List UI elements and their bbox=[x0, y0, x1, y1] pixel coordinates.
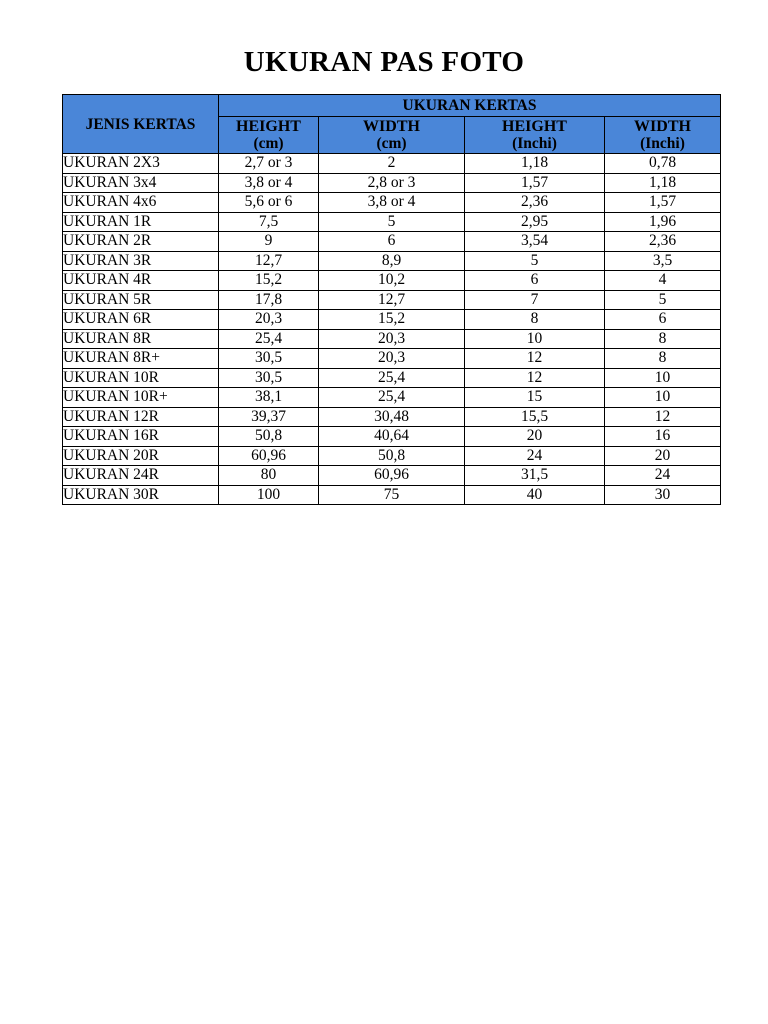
column-unit: (Inchi) bbox=[512, 135, 557, 152]
width-cm-cell: 10,2 bbox=[319, 271, 465, 291]
width-inch-cell: 16 bbox=[605, 427, 721, 447]
width-cm-cell: 40,64 bbox=[319, 427, 465, 447]
width-inch-cell: 6 bbox=[605, 310, 721, 330]
height-cm-cell: 80 bbox=[219, 466, 319, 486]
height-cm-cell: 17,8 bbox=[219, 290, 319, 310]
column-unit: (Inchi) bbox=[640, 135, 685, 152]
header-row-group bbox=[63, 95, 721, 117]
height-inch-cell: 40 bbox=[465, 485, 605, 505]
width-inch-cell: 8 bbox=[605, 349, 721, 369]
paper-type-cell: UKURAN 3R bbox=[63, 251, 219, 271]
width-inch-cell: 0,78 bbox=[605, 154, 721, 174]
table-row bbox=[63, 349, 721, 369]
column-unit: (cm) bbox=[376, 135, 407, 152]
paper-type-cell: UKURAN 2X3 bbox=[63, 154, 219, 174]
table-row bbox=[63, 485, 721, 505]
width-cm-cell: 60,96 bbox=[319, 466, 465, 486]
width-inch-cell: 10 bbox=[605, 388, 721, 408]
height-cm-cell: 25,4 bbox=[219, 329, 319, 349]
table-row bbox=[63, 251, 721, 271]
table-row bbox=[63, 407, 721, 427]
table-row bbox=[63, 329, 721, 349]
width-cm-cell: 20,3 bbox=[319, 349, 465, 369]
height-cm-cell: 38,1 bbox=[219, 388, 319, 408]
page-title: UKURAN PAS FOTO bbox=[243, 46, 525, 78]
width-inch-cell: 3,5 bbox=[605, 251, 721, 271]
width-cm-cell: 50,8 bbox=[319, 446, 465, 466]
column-label: HEIGHT bbox=[236, 118, 301, 135]
width-cm-cell: 12,7 bbox=[319, 290, 465, 310]
height-inch-cell: 3,54 bbox=[465, 232, 605, 252]
width-inch-cell: 20 bbox=[605, 446, 721, 466]
jenis-kertas-header: JENIS KERTAS bbox=[63, 95, 219, 154]
paper-type-cell: UKURAN 24R bbox=[63, 466, 219, 486]
table-row bbox=[63, 290, 721, 310]
height-inch-cell: 5 bbox=[465, 251, 605, 271]
width-inch-cell: 1,96 bbox=[605, 212, 721, 232]
paper-type-cell: UKURAN 4x6 bbox=[63, 193, 219, 213]
height-inch-cell: 12 bbox=[465, 368, 605, 388]
height-inch-cell: 12 bbox=[465, 349, 605, 369]
width-cm-cell: 25,4 bbox=[319, 388, 465, 408]
height-inch-cell: 24 bbox=[465, 446, 605, 466]
height-cm-cell: 7,5 bbox=[219, 212, 319, 232]
height-cm-cell: 15,2 bbox=[219, 271, 319, 291]
height-cm-cell: 5,6 or 6 bbox=[219, 193, 319, 213]
width-cm-cell: 6 bbox=[319, 232, 465, 252]
width-inch-cell: 1,57 bbox=[605, 193, 721, 213]
width-cm-cell: 5 bbox=[319, 212, 465, 232]
height-inch-cell: 15,5 bbox=[465, 407, 605, 427]
width-inch-cell: 24 bbox=[605, 466, 721, 486]
width-inch-cell: 10 bbox=[605, 368, 721, 388]
height-inch-cell: 1,18 bbox=[465, 154, 605, 174]
paper-type-cell: UKURAN 2R bbox=[63, 232, 219, 252]
height-cm-cell: 50,8 bbox=[219, 427, 319, 447]
width-cm-cell: 2,8 or 3 bbox=[319, 173, 465, 193]
column-label: WIDTH bbox=[634, 118, 691, 135]
table-row bbox=[63, 427, 721, 447]
table-row bbox=[63, 154, 721, 174]
paper-type-cell: UKURAN 10R bbox=[63, 368, 219, 388]
width-cm-cell: 8,9 bbox=[319, 251, 465, 271]
paper-type-cell: UKURAN 30R bbox=[63, 485, 219, 505]
column-label: WIDTH bbox=[363, 118, 420, 135]
height-cm-cell: 3,8 or 4 bbox=[219, 173, 319, 193]
table-row bbox=[63, 173, 721, 193]
table-row bbox=[63, 193, 721, 213]
column-header-width-inch bbox=[605, 117, 721, 154]
table-body bbox=[63, 154, 721, 505]
height-cm-cell: 30,5 bbox=[219, 349, 319, 369]
height-cm-cell: 60,96 bbox=[219, 446, 319, 466]
height-inch-cell: 10 bbox=[465, 329, 605, 349]
paper-type-cell: UKURAN 6R bbox=[63, 310, 219, 330]
column-header-height-inch bbox=[465, 117, 605, 154]
width-cm-cell: 75 bbox=[319, 485, 465, 505]
table-header bbox=[63, 95, 721, 154]
paper-type-cell: UKURAN 3x4 bbox=[63, 173, 219, 193]
width-cm-cell: 20,3 bbox=[319, 329, 465, 349]
width-inch-cell: 8 bbox=[605, 329, 721, 349]
height-inch-cell: 2,95 bbox=[465, 212, 605, 232]
table-row bbox=[63, 310, 721, 330]
height-inch-cell: 31,5 bbox=[465, 466, 605, 486]
paper-type-cell: UKURAN 12R bbox=[63, 407, 219, 427]
width-cm-cell: 25,4 bbox=[319, 368, 465, 388]
width-inch-cell: 2,36 bbox=[605, 232, 721, 252]
table-row bbox=[63, 212, 721, 232]
height-cm-cell: 100 bbox=[219, 485, 319, 505]
height-cm-cell: 12,7 bbox=[219, 251, 319, 271]
column-label: HEIGHT bbox=[502, 118, 567, 135]
paper-type-cell: UKURAN 20R bbox=[63, 446, 219, 466]
table-row bbox=[63, 388, 721, 408]
width-inch-cell: 30 bbox=[605, 485, 721, 505]
height-inch-cell: 20 bbox=[465, 427, 605, 447]
table-row bbox=[63, 466, 721, 486]
column-unit: (cm) bbox=[253, 135, 284, 152]
height-cm-cell: 9 bbox=[219, 232, 319, 252]
column-header-width-cm bbox=[319, 117, 465, 154]
paper-type-cell: UKURAN 16R bbox=[63, 427, 219, 447]
paper-type-cell: UKURAN 8R bbox=[63, 329, 219, 349]
paper-type-cell: UKURAN 5R bbox=[63, 290, 219, 310]
width-cm-cell: 30,48 bbox=[319, 407, 465, 427]
height-cm-cell: 39,37 bbox=[219, 407, 319, 427]
paper-type-cell: UKURAN 8R+ bbox=[63, 349, 219, 369]
column-header-height-cm bbox=[219, 117, 319, 154]
photo-size-table bbox=[62, 94, 721, 505]
width-cm-cell: 2 bbox=[319, 154, 465, 174]
width-inch-cell: 12 bbox=[605, 407, 721, 427]
height-inch-cell: 1,57 bbox=[465, 173, 605, 193]
height-cm-cell: 2,7 or 3 bbox=[219, 154, 319, 174]
table-row bbox=[63, 271, 721, 291]
width-inch-cell: 5 bbox=[605, 290, 721, 310]
height-inch-cell: 8 bbox=[465, 310, 605, 330]
width-inch-cell: 4 bbox=[605, 271, 721, 291]
paper-type-cell: UKURAN 1R bbox=[63, 212, 219, 232]
table-row bbox=[63, 368, 721, 388]
height-inch-cell: 2,36 bbox=[465, 193, 605, 213]
paper-type-cell: UKURAN 10R+ bbox=[63, 388, 219, 408]
height-inch-cell: 7 bbox=[465, 290, 605, 310]
height-inch-cell: 15 bbox=[465, 388, 605, 408]
ukuran-kertas-header: UKURAN KERTAS bbox=[219, 95, 721, 117]
height-inch-cell: 6 bbox=[465, 271, 605, 291]
width-cm-cell: 3,8 or 4 bbox=[319, 193, 465, 213]
width-cm-cell: 15,2 bbox=[319, 310, 465, 330]
table-row bbox=[63, 446, 721, 466]
height-cm-cell: 20,3 bbox=[219, 310, 319, 330]
width-inch-cell: 1,18 bbox=[605, 173, 721, 193]
paper-type-cell: UKURAN 4R bbox=[63, 271, 219, 291]
table-row bbox=[63, 232, 721, 252]
height-cm-cell: 30,5 bbox=[219, 368, 319, 388]
